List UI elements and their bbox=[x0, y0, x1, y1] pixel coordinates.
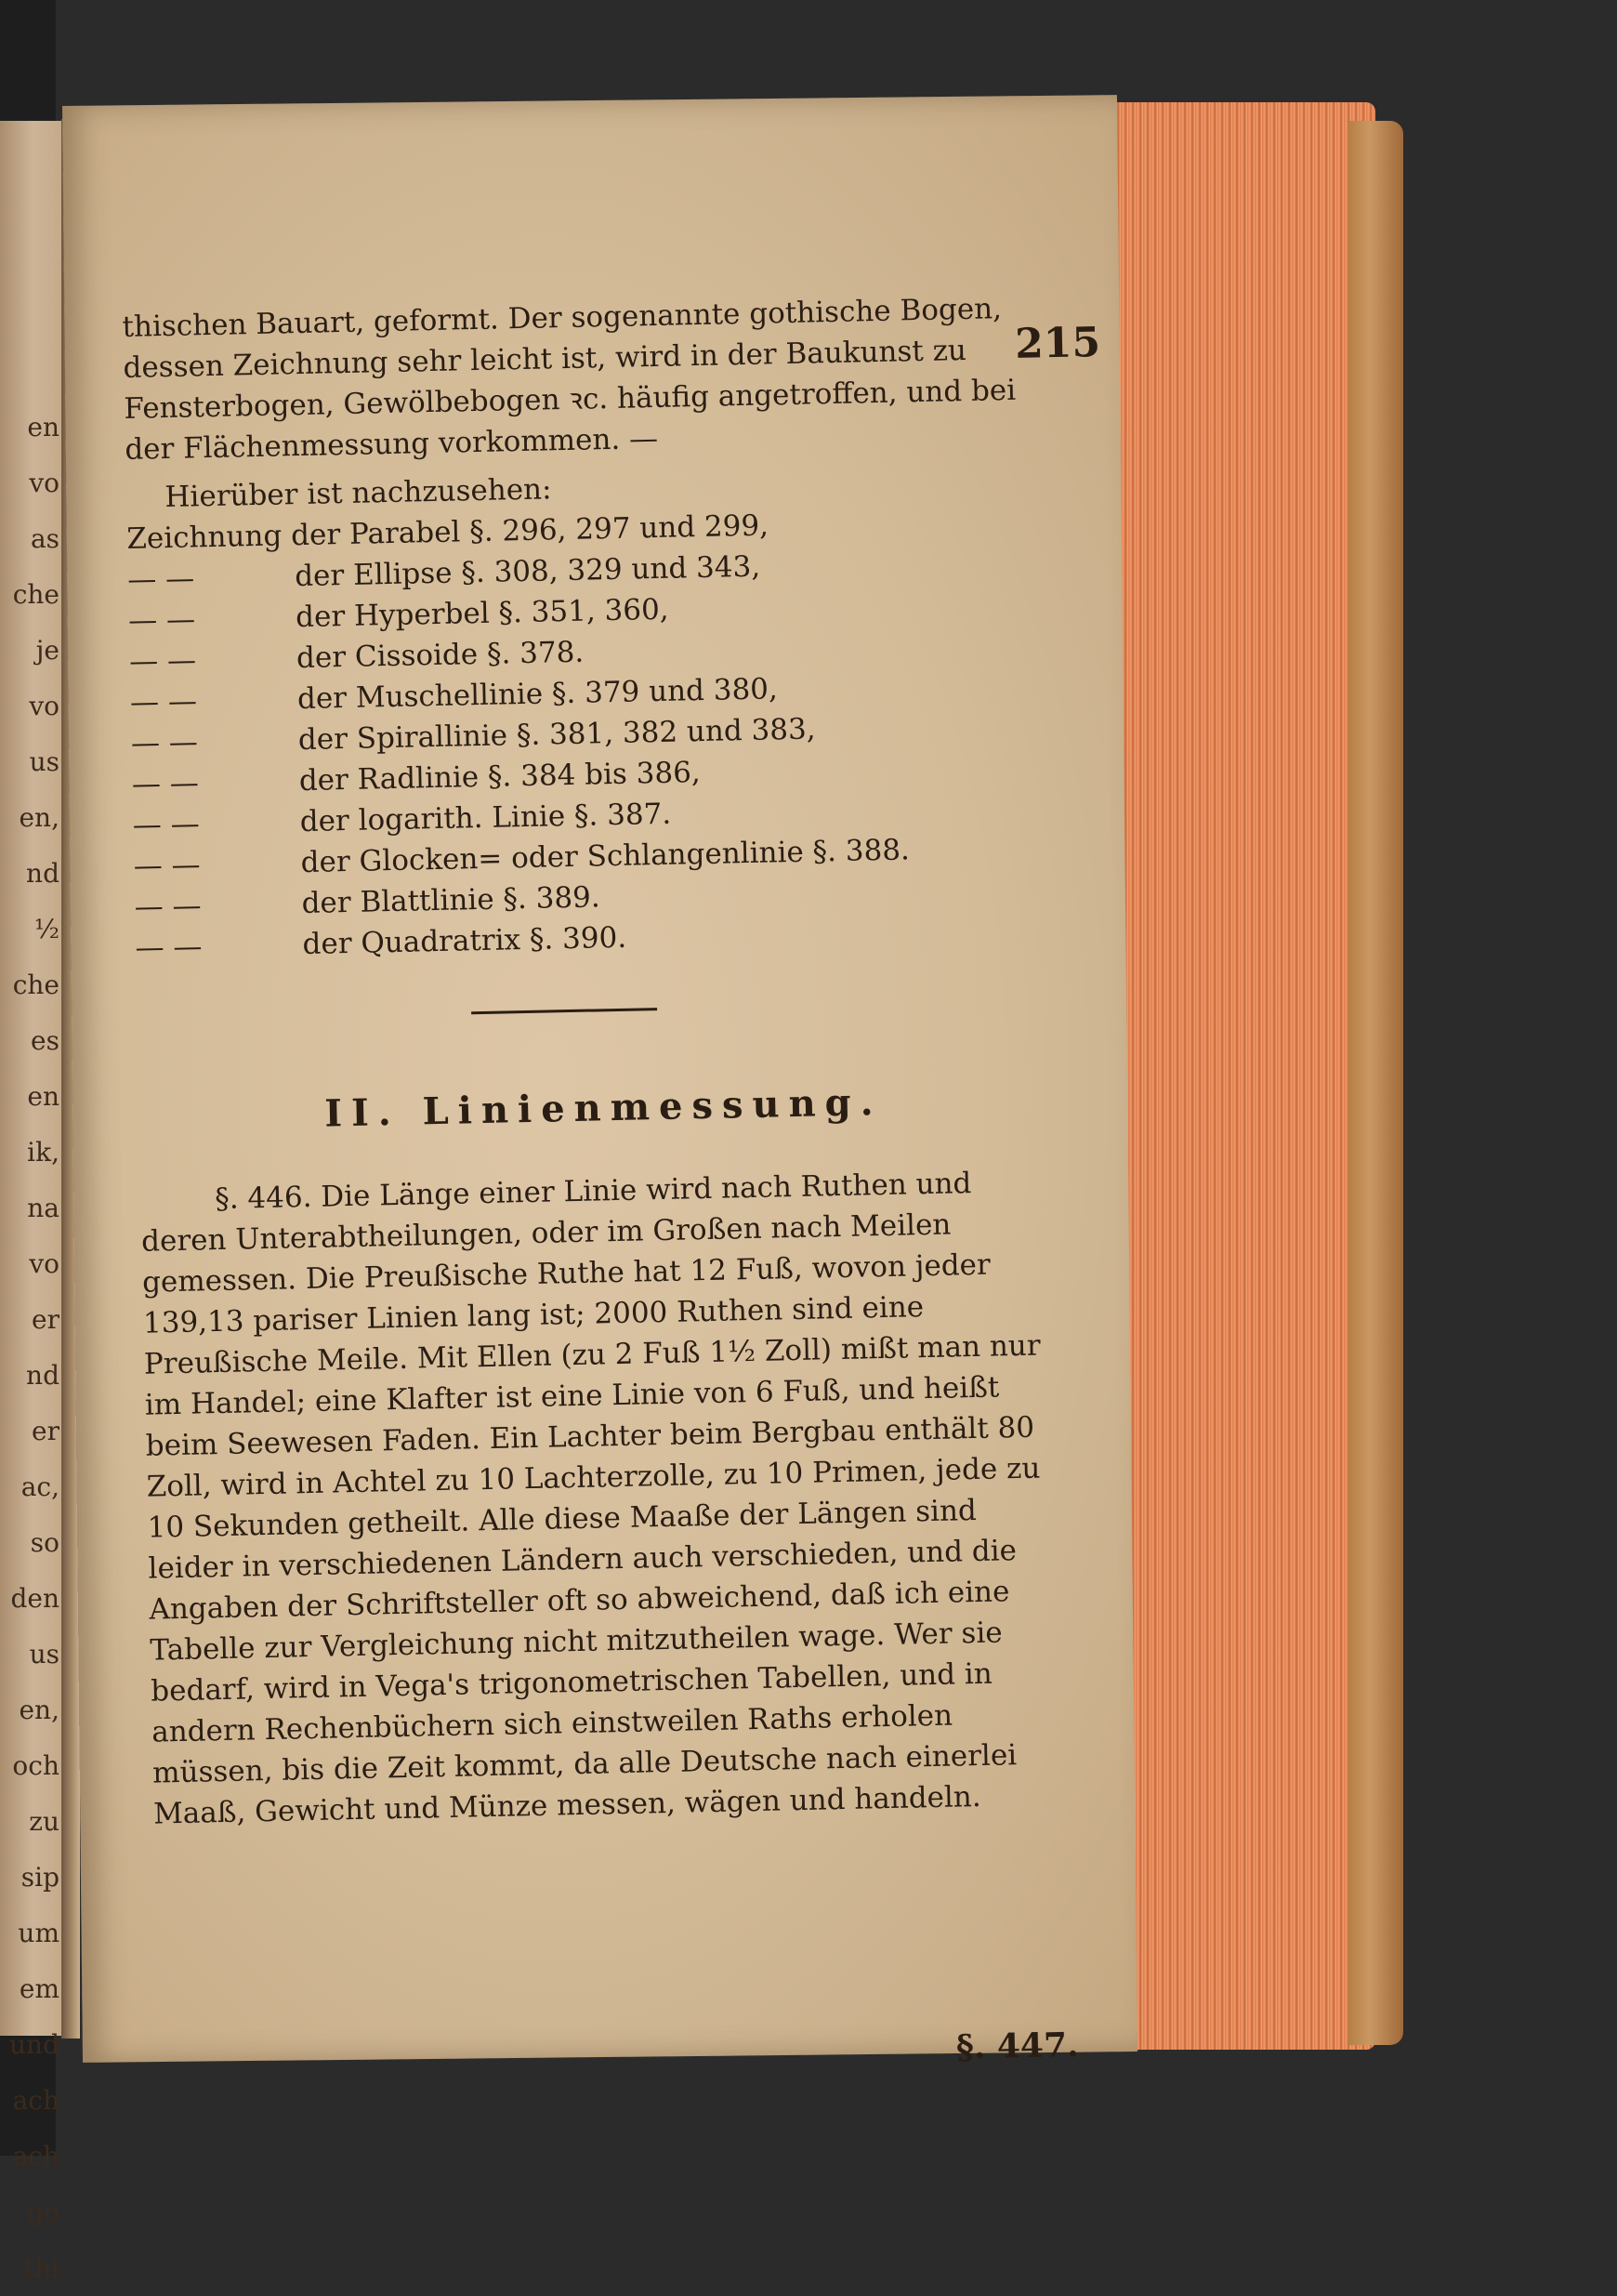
left-fragment: zu bbox=[29, 1806, 59, 1837]
reference-lead: — — bbox=[130, 725, 199, 760]
left-fragment: und bbox=[9, 2029, 59, 2060]
left-fragment: ½ bbox=[33, 914, 59, 944]
left-fragment: en bbox=[27, 1081, 59, 1112]
reference-text: der Radlinie §. 384 bis 386, bbox=[298, 756, 702, 798]
intro-paragraph: thischen Bauart, geformt. Der sogenannte gothische Bogen, dessen Zeichnung sehr leicht ist, wird in der Baukunst zu Fensterbogen, Gewölbebogen ꝛc. häufig angetroffen, und bei der Flächenmessung vorkommen. — bbox=[122, 292, 1017, 467]
reference-lead: — — bbox=[127, 602, 196, 638]
left-fragment: er bbox=[32, 1416, 59, 1446]
reference-lead: — — bbox=[126, 561, 195, 597]
reference-text: der Hyperbel §. 351, 360, bbox=[295, 592, 669, 635]
references-heading: Hierüber ist nachzusehen: bbox=[164, 472, 552, 515]
left-fragment: as bbox=[30, 523, 59, 554]
left-fragment: vo bbox=[29, 691, 59, 721]
reference-text: der Muschellinie §. 379 und 380, bbox=[296, 672, 779, 717]
left-fragment: sip bbox=[20, 1862, 59, 1893]
left-fragment: en, bbox=[19, 802, 59, 833]
left-fragment: den bbox=[10, 1583, 59, 1614]
left-fragment: na bbox=[27, 1193, 59, 1223]
section-paragraph: §. 446. Die Länge einer Linie wird nach Ruthen und deren Unterabtheilungen, oder im Großen nach Meilen gemessen. Die Preußische Ruthe hat 12 Fuß, wovon jeder 139,13 pariser Linien lang ist; 2000 Ruthen sind eine Preußische Meile. Mit Ellen (zu 2 Fuß 1½ Zoll) mißt man nur im Handel; eine Klafter ist eine Linie von 6 Fuß, und heißt beim Seewesen Faden. Ein Lachter beim Bergbau enthält 80 Zoll, wird in Achtel zu 10 Lachterzolle, zu 10 Primen, jede zu 10 Sekunden getheilt. Alle diese Maaße der Längen sind leider in verschiedenen Ländern auch verschieden, und die Angaben der Schriftsteller oft so abweichend, daß ich eine Tabelle zur Vergleichung nicht mitzutheilen wage. Wer sie bedarf, wird in Vega's trigonometrischen Tabellen, und in andern Rechenbüchern sich einstweilen Raths erholen müssen, bis die Zeit kommt, da alle Deutsche nach einerlei Maaß, Gewicht und Münze messen, wägen und handeln. bbox=[140, 1167, 1041, 1831]
left-fragment: ach bbox=[12, 2085, 59, 2116]
left-fragment: och bbox=[12, 1750, 59, 1781]
catchword: §. 447. bbox=[955, 2025, 1079, 2067]
page-edges bbox=[1106, 102, 1375, 2050]
reference-text: der Cissoide §. 378. bbox=[296, 635, 585, 676]
left-fragment: ik, bbox=[27, 1137, 59, 1168]
reference-lead: — — bbox=[135, 930, 203, 965]
reference-text: der Glocken= oder Schlangenlinie §. 388. bbox=[300, 833, 911, 880]
left-fragment: us bbox=[29, 1639, 59, 1669]
left-fragment: so bbox=[30, 1527, 59, 1558]
reference-text: der Quadratrix §. 390. bbox=[302, 920, 627, 962]
left-fragment: che bbox=[12, 579, 59, 610]
left-fragment: je bbox=[35, 635, 59, 666]
left-fragment: vo bbox=[29, 1248, 59, 1279]
reference-text: der Ellipse §. 308, 329 und 343, bbox=[294, 549, 761, 594]
left-fragment: en, bbox=[19, 1695, 59, 1725]
section-divider bbox=[471, 1008, 657, 1014]
reference-lead: — — bbox=[132, 807, 201, 842]
left-fragment: en bbox=[27, 412, 59, 442]
left-fragment: ach bbox=[12, 2141, 59, 2171]
left-fragment: vo bbox=[29, 468, 59, 498]
left-fragment: um bbox=[18, 1918, 59, 1948]
reference-lead: Zeichnung bbox=[126, 519, 283, 556]
reference-text: der logarith. Linie §. 387. bbox=[299, 797, 672, 839]
reference-text: der Spirallinie §. 381, 382 und 383, bbox=[297, 712, 816, 758]
page-text bbox=[119, 148, 1101, 2067]
reference-lead: — — bbox=[134, 889, 202, 924]
left-fragment: ac, bbox=[20, 1471, 59, 1502]
reference-lead: — — bbox=[131, 766, 200, 801]
left-page-text-fragments bbox=[4, 400, 59, 2296]
left-fragment: em bbox=[19, 1973, 59, 2004]
left-fragment: nd bbox=[26, 858, 59, 889]
left-fragment: thi bbox=[23, 2252, 59, 2283]
reference-lead: — — bbox=[128, 643, 197, 679]
section-heading: II. Linienmessung. bbox=[323, 1080, 884, 1136]
left-fragment: er bbox=[32, 1304, 59, 1335]
left-fragment: nd bbox=[26, 1360, 59, 1391]
references-list bbox=[126, 499, 1056, 969]
book-cover-edge bbox=[1348, 121, 1403, 2045]
reference-lead: — — bbox=[133, 848, 201, 883]
reference-text: der Blattlinie §. 389. bbox=[301, 880, 601, 921]
left-fragment: che bbox=[12, 970, 59, 1000]
reference-lead: — — bbox=[129, 684, 198, 719]
page-number: 215 bbox=[1014, 318, 1101, 368]
left-fragment: es bbox=[31, 1025, 59, 1056]
left-fragment: us bbox=[29, 746, 59, 777]
reference-text: der Parabel §. 296, 297 und 299, bbox=[290, 508, 769, 553]
left-fragment: go bbox=[27, 2197, 59, 2227]
